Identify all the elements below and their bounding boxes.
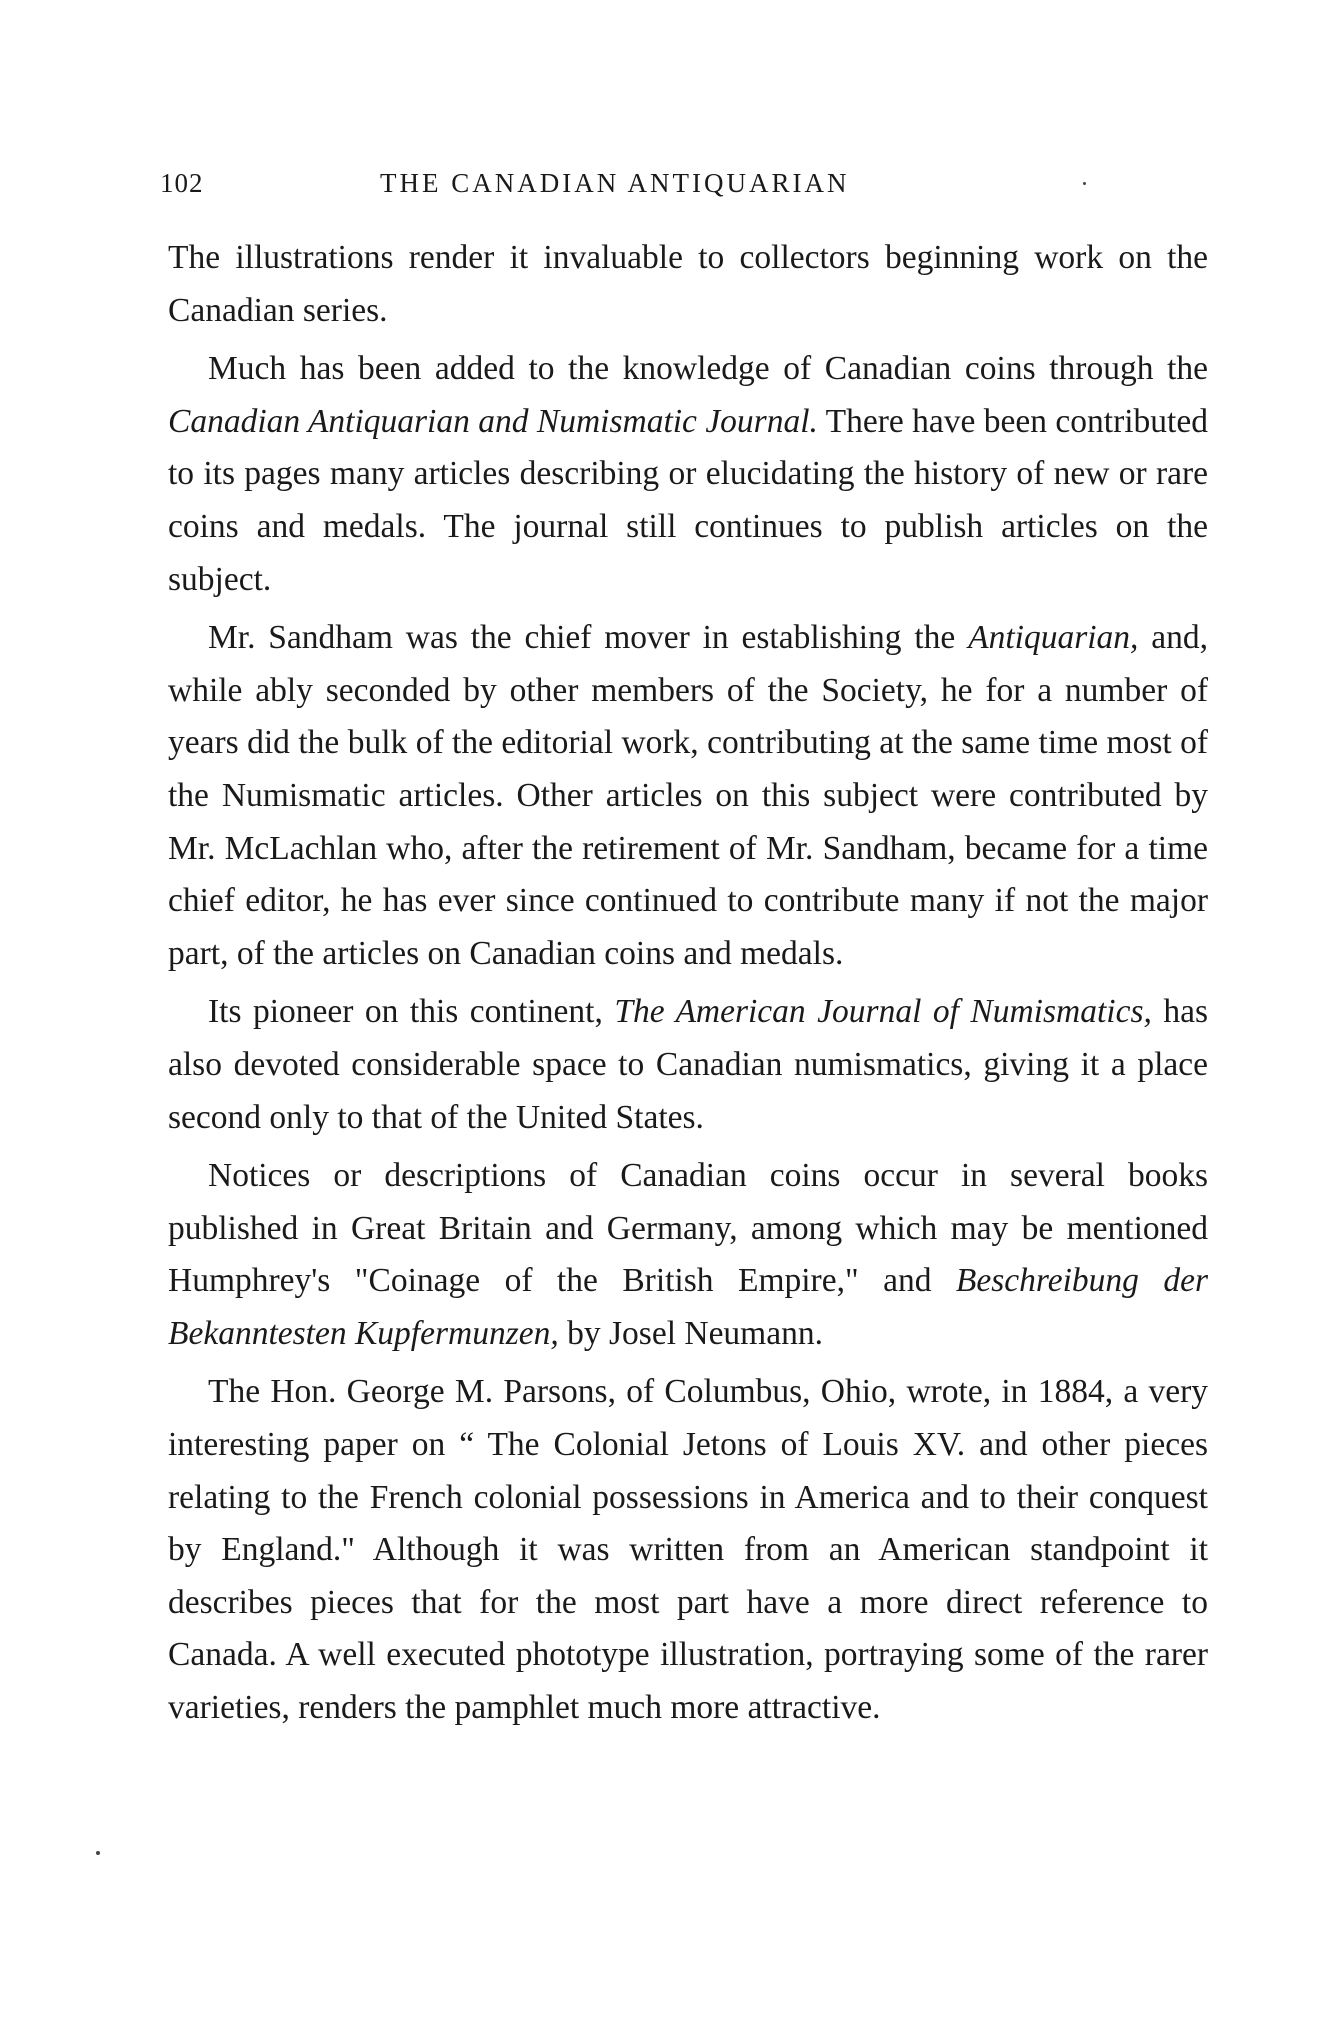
running-head: [160, 168, 1100, 208]
text-run: There have been contributed to its pages many articles describing or elucidating the history of new or rare coins and medals. The journal still continues to publish articles on the subject.: [168, 402, 1208, 598]
text-run: Its pioneer on this continent,: [208, 993, 615, 1031]
margin-speck: [96, 1851, 100, 1855]
paragraph: [168, 986, 1208, 1144]
text-run: Mr. Sandham was the chief mover in establishing the: [208, 619, 969, 657]
text-run: The illustrations render it invaluable to collectors beginning work on the Canadian series.: [168, 239, 1208, 329]
running-title: THE CANADIAN ANTIQUARIAN: [380, 168, 850, 198]
italic-title: Antiquarian,: [968, 619, 1139, 657]
italic-title: The American Journal of Numismatics,: [614, 993, 1152, 1031]
paragraph: [168, 612, 1208, 980]
text-run: Notices or descriptions of Canadian coins occur in several books published in Great Britain and Germany, among which may be mentioned Humphrey's "Coinage of the British Empire," and: [168, 1157, 1208, 1300]
text-run: by Josel Neumann.: [558, 1314, 823, 1352]
italic-title: Beschreibung der Bekanntesten Kupfermunzen,: [168, 1262, 1208, 1352]
page-number: 102: [160, 168, 204, 198]
text-run: Much has been added to the knowledge of Canadian coins through the: [208, 350, 1208, 388]
margin-speck: [1083, 182, 1086, 185]
text-run: and, while ably seconded by other members of the Society, he for a number of years did the bulk of the editorial work, contributing at the same time most of the Numismatic articles. Other articles on this subject were contributed by Mr. McLachlan who, after the retirement of Mr. Sandham, became for a time chief editor, he has ever since continued to contribute many if not the major part, of the articles on Canadian coins and medals.: [168, 619, 1209, 972]
paragraph: [168, 1150, 1208, 1360]
italic-title: Canadian Antiquarian and Numismatic Journal.: [168, 402, 818, 440]
body-text: [168, 232, 1208, 1735]
text-run: has also devoted considerable space to Canadian numismatics, giving it a place second only to that of the United States.: [168, 993, 1209, 1136]
paragraph: [168, 232, 1208, 337]
paragraph: [168, 343, 1208, 606]
paragraph: [168, 1366, 1208, 1734]
text-run: The Hon. George M. Parsons, of Columbus, Ohio, wrote, in 1884, a very interesting paper on “ The Colonial Jetons of Louis XV. and other pieces relating to the French colonial possessions in America and to their conquest by England." Although it was written from an American standpoint it describes pieces that for the most part have a more direct reference to Canada. A well executed phototype illustration, portraying some of the rarer varieties, renders the pamphlet much more attractive.: [168, 1373, 1208, 1727]
